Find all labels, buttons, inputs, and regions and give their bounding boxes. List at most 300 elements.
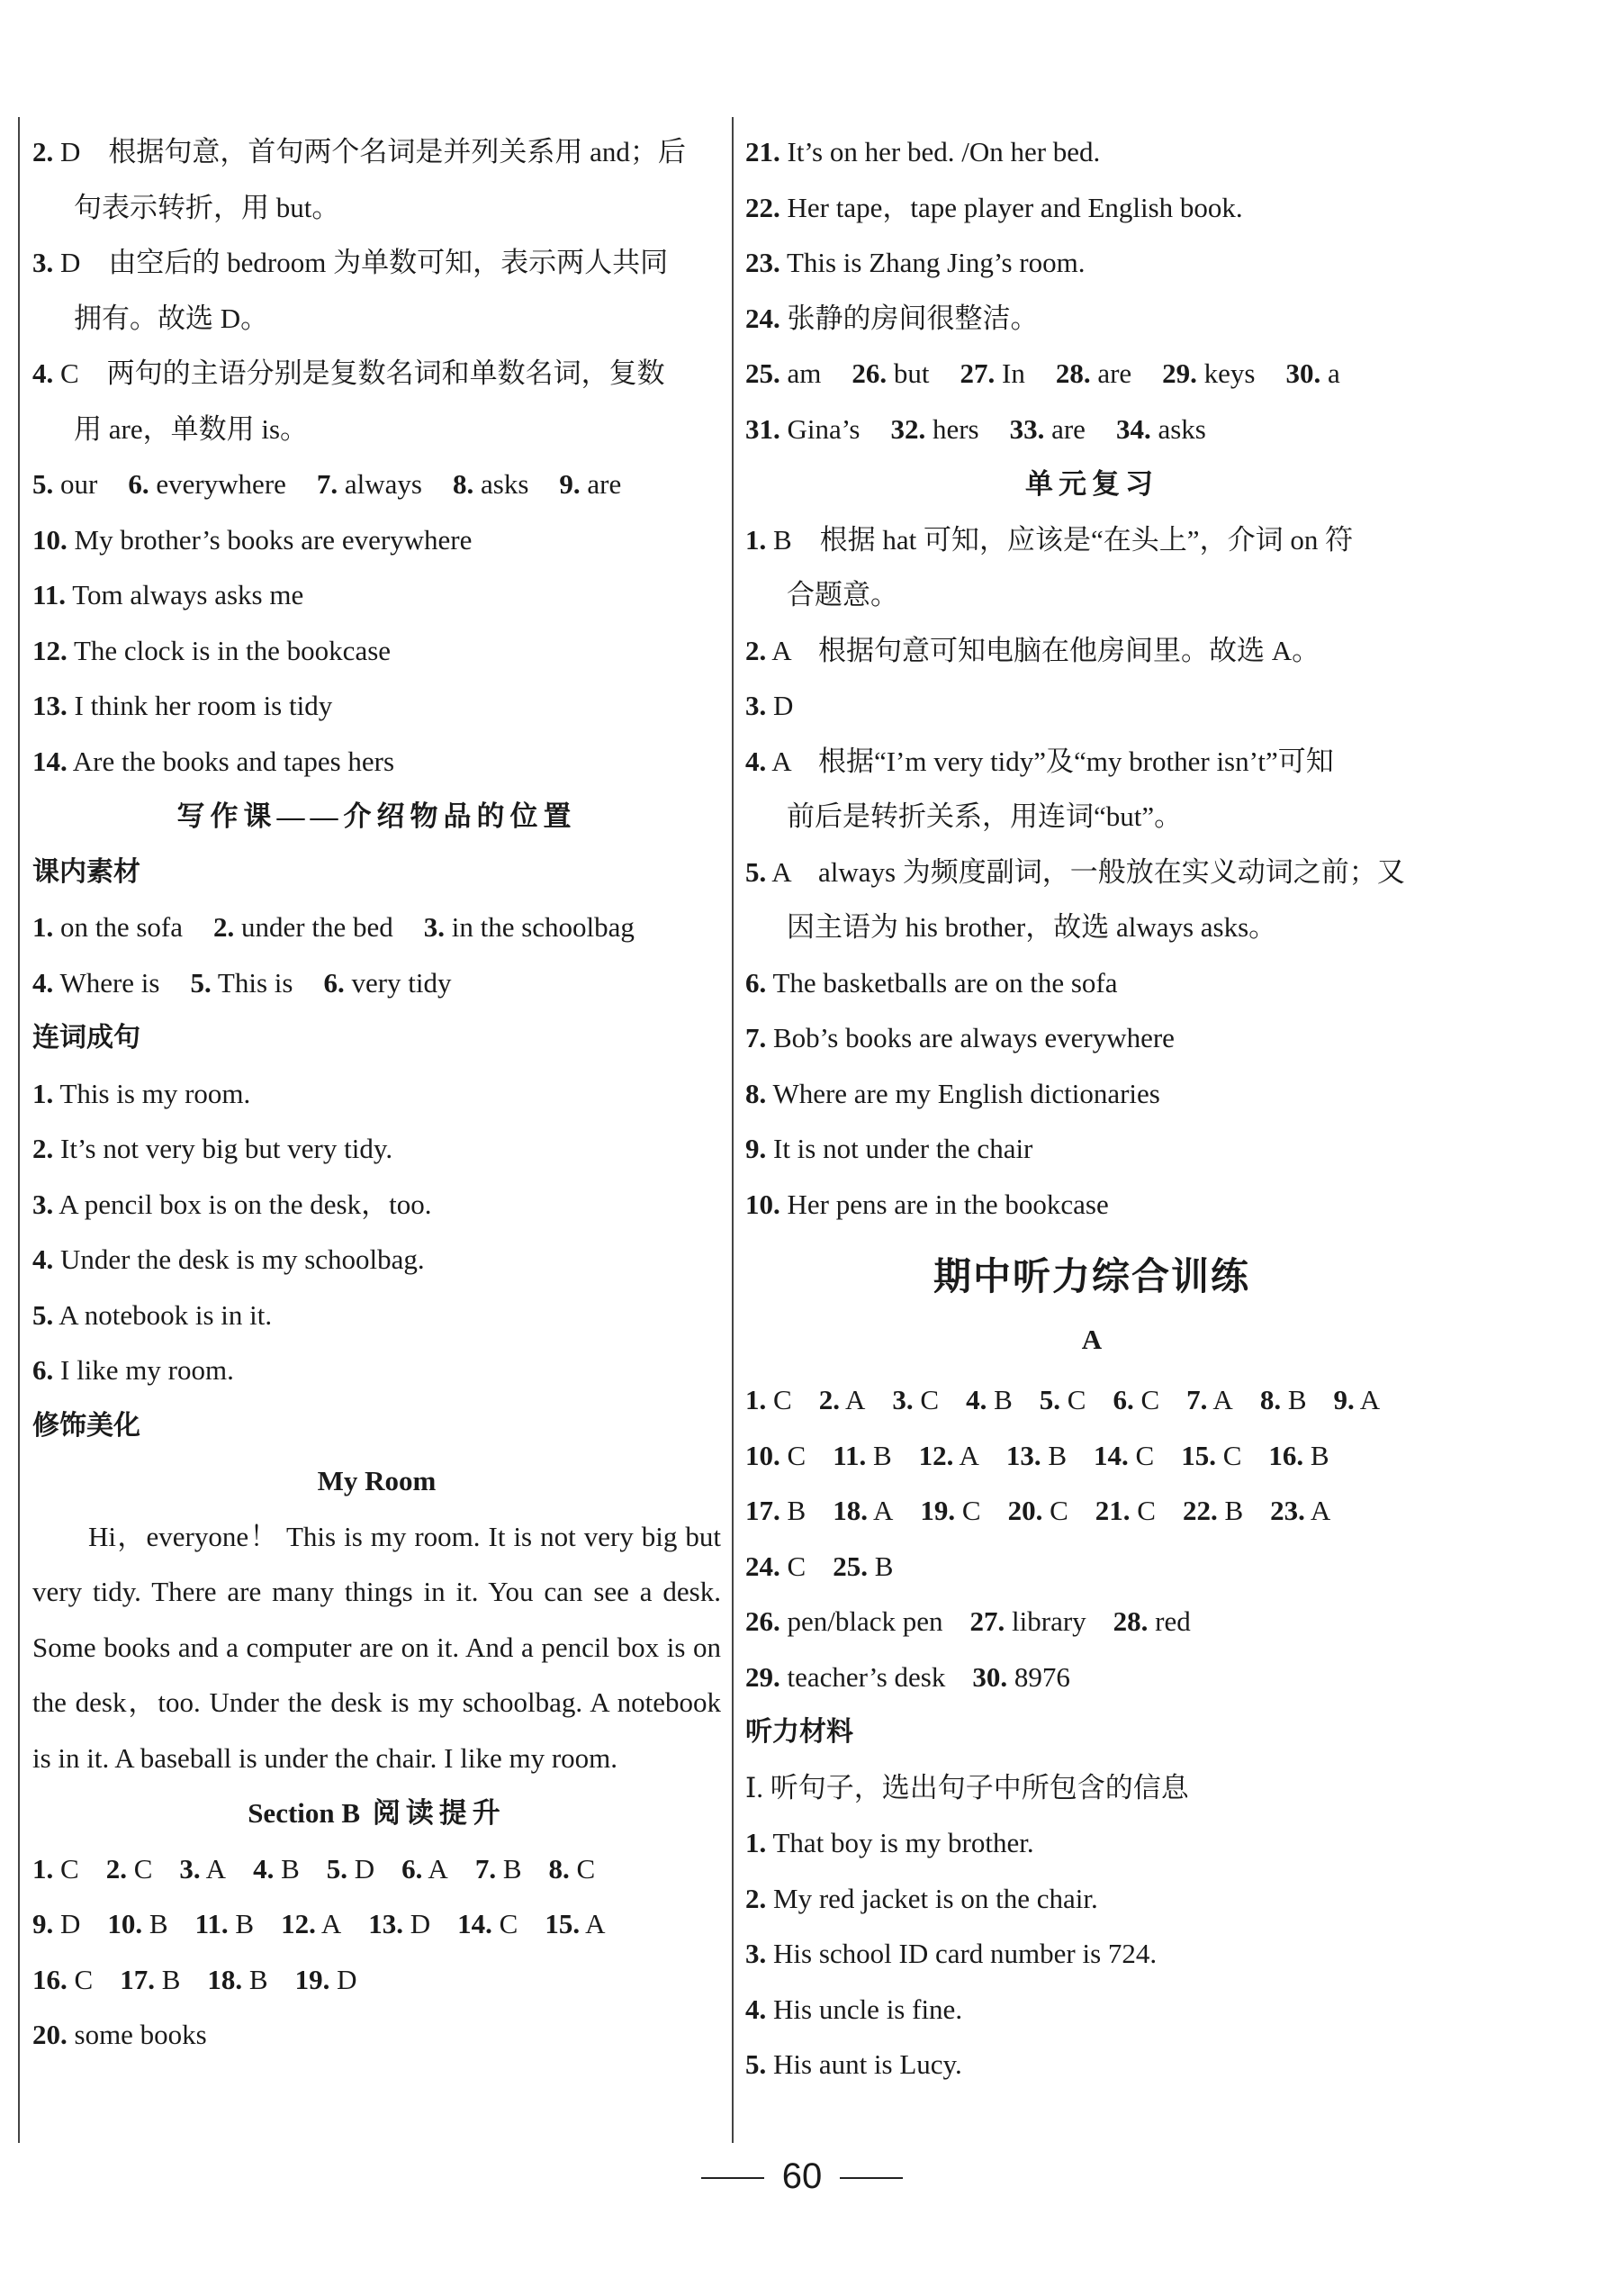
item-text: B bbox=[1041, 1439, 1068, 1471]
item-number: 2. bbox=[213, 911, 235, 943]
item-text: 合题意。 bbox=[787, 579, 898, 610]
answer-item bbox=[745, 136, 1100, 167]
answer-item bbox=[966, 1372, 1013, 1428]
answer-item bbox=[745, 1133, 1032, 1164]
item-number: 28. bbox=[1113, 1605, 1149, 1637]
item-text: B bbox=[1217, 1495, 1244, 1526]
item-text: library bbox=[1005, 1605, 1086, 1637]
answer-item bbox=[745, 1372, 792, 1428]
text-line bbox=[32, 1121, 721, 1177]
item-number: 5. bbox=[32, 1298, 54, 1331]
item-number: 18. bbox=[833, 1495, 868, 1526]
item-text: under the bed bbox=[234, 911, 393, 943]
item-number: 16. bbox=[32, 1963, 68, 1995]
answer-item bbox=[819, 1372, 866, 1428]
listening-heading: 听力材料 bbox=[745, 1716, 853, 1748]
item-number: 1. bbox=[32, 1852, 54, 1885]
item-number: 6. bbox=[401, 1852, 423, 1885]
item-text: The basketballs are on the sofa bbox=[766, 966, 1118, 999]
item-number: 5. bbox=[32, 468, 54, 500]
answer-row bbox=[745, 1483, 1438, 1539]
answer-item bbox=[745, 1022, 1175, 1053]
answer-item bbox=[745, 1650, 945, 1705]
section-b-cn: 阅读提升 bbox=[372, 1797, 506, 1829]
item-number: 7. bbox=[316, 468, 338, 500]
item-text: B bbox=[1303, 1439, 1329, 1471]
item-number: 21. bbox=[745, 136, 780, 167]
item-number: 9. bbox=[1333, 1384, 1355, 1415]
item-text: C bbox=[1215, 1439, 1242, 1471]
item-text: It’s not very big but very tidy. bbox=[53, 1133, 393, 1164]
answer-item bbox=[1116, 402, 1206, 457]
item-text: C bbox=[779, 1439, 807, 1471]
item-number: 3. bbox=[179, 1852, 201, 1885]
item-text: C bbox=[779, 1550, 807, 1582]
answer-item bbox=[1181, 1428, 1241, 1484]
item-text: I think her room is tidy bbox=[67, 690, 333, 721]
connect-sentences bbox=[32, 1066, 721, 1398]
item-number: 20. bbox=[32, 2019, 68, 2050]
answer-item bbox=[787, 579, 898, 610]
item-number: 14. bbox=[457, 1908, 492, 1939]
item-text: In bbox=[995, 357, 1025, 389]
item-text: a bbox=[1320, 357, 1340, 389]
page-number: 60 bbox=[781, 2156, 823, 2196]
item-text: C 两句的主语分别是复数名词和单数名词，复数 bbox=[53, 357, 665, 389]
item-text: A bbox=[580, 1908, 606, 1939]
answer-item bbox=[970, 1594, 1086, 1650]
answer-item bbox=[457, 1896, 518, 1952]
answer-item bbox=[323, 955, 451, 1011]
item-number: 6. bbox=[745, 966, 767, 999]
item-number: 5. bbox=[745, 855, 767, 888]
item-text: A bbox=[200, 1852, 227, 1885]
answer-row bbox=[745, 402, 1438, 457]
answer-item bbox=[745, 1827, 1034, 1858]
item-text: are bbox=[1044, 412, 1086, 445]
item-text: 张静的房间很整洁。 bbox=[779, 302, 1039, 334]
section-b-answers bbox=[32, 1841, 721, 2008]
answer-item bbox=[317, 456, 422, 512]
item-text: A bbox=[1304, 1495, 1331, 1526]
answer-item bbox=[745, 1938, 1157, 1969]
item-number: 30. bbox=[972, 1660, 1008, 1693]
answer-item bbox=[745, 303, 1039, 334]
item-text: B bbox=[142, 1908, 168, 1939]
answer-item bbox=[1162, 346, 1255, 402]
answer-item bbox=[32, 456, 97, 512]
text-line bbox=[745, 623, 1438, 679]
answer-item bbox=[892, 1372, 939, 1428]
item-text: C bbox=[1042, 1495, 1068, 1526]
text-line bbox=[745, 678, 1438, 734]
text-line bbox=[32, 346, 721, 402]
text-line bbox=[32, 180, 721, 236]
answer-item bbox=[745, 402, 860, 457]
answer-item bbox=[32, 1841, 79, 1897]
item-number: 6. bbox=[128, 468, 149, 500]
listening-section-title: Ⅰ. 听句子，选出句子中所包含的信息 bbox=[745, 1771, 1189, 1803]
answer-item bbox=[213, 899, 393, 955]
item-text: My red jacket is on the chair. bbox=[766, 1882, 1098, 1914]
answer-item bbox=[745, 967, 1118, 999]
item-number: 2. bbox=[745, 1882, 767, 1914]
item-number: 12. bbox=[281, 1908, 316, 1939]
item-number: 31. bbox=[745, 412, 780, 445]
item-number: 28. bbox=[1055, 357, 1091, 389]
answer-item bbox=[1260, 1372, 1307, 1428]
answer-item bbox=[32, 1189, 431, 1220]
item-text: always bbox=[338, 468, 422, 500]
answer-item bbox=[787, 911, 1276, 943]
left-margin-rule bbox=[18, 117, 20, 2143]
item-text: B bbox=[779, 1495, 807, 1526]
item-text: teacher’s desk bbox=[779, 1660, 946, 1693]
item-text: D 由空后的 bedroom 为单数可知，表示两人共同 bbox=[53, 247, 669, 278]
item-text: 前后是转折关系，用连词“but”。 bbox=[787, 800, 1183, 832]
item-text: C bbox=[67, 1963, 94, 1995]
right-answers bbox=[745, 124, 1438, 346]
item-text: His aunt is Lucy. bbox=[766, 2048, 962, 2080]
answer-item bbox=[1006, 1428, 1067, 1484]
item-number: 8. bbox=[548, 1852, 570, 1885]
item-number: 5. bbox=[190, 966, 212, 999]
text-line bbox=[32, 1066, 721, 1122]
item-text: 用 are，单数用 is。 bbox=[74, 412, 309, 445]
answer-item bbox=[32, 136, 686, 167]
answer-item bbox=[833, 1483, 893, 1539]
answer-item bbox=[545, 1896, 605, 1952]
text-line bbox=[745, 1871, 1438, 1927]
item-text: A notebook is in it. bbox=[53, 1298, 273, 1331]
answer-item bbox=[890, 402, 978, 457]
answer-item bbox=[368, 1896, 430, 1952]
connect-heading: 连词成句 bbox=[32, 1022, 140, 1053]
item-number: 5. bbox=[326, 1852, 347, 1885]
listening-sentences bbox=[745, 1815, 1438, 2093]
answer-item bbox=[32, 1133, 392, 1164]
item-number: 26. bbox=[745, 1605, 780, 1637]
item-text: A bbox=[1354, 1384, 1381, 1415]
item-text: A always 为频度副词，一般放在实义动词之前；又 bbox=[766, 855, 1405, 888]
item-text: our bbox=[53, 468, 98, 500]
item-text: This is bbox=[211, 966, 293, 999]
answer-item bbox=[1186, 1372, 1233, 1428]
item-number: 23. bbox=[1270, 1495, 1305, 1526]
item-number: 13. bbox=[1005, 1439, 1041, 1471]
unit-review-items bbox=[745, 512, 1438, 1233]
answer-item bbox=[1040, 1372, 1086, 1428]
item-number: 17. bbox=[120, 1963, 155, 1995]
answer-item bbox=[106, 1841, 153, 1897]
answer-item bbox=[745, 346, 821, 402]
item-text: Her pens are in the bookcase bbox=[779, 1188, 1109, 1220]
answer-item bbox=[475, 1841, 522, 1897]
answer-item bbox=[833, 1539, 893, 1595]
answer-item bbox=[32, 746, 394, 777]
item-number: 7. bbox=[1186, 1384, 1208, 1415]
item-number: 19. bbox=[294, 1963, 330, 1995]
item-number: 10. bbox=[745, 1439, 780, 1471]
text-line bbox=[32, 623, 721, 679]
text-line bbox=[745, 1066, 1438, 1122]
answer-item bbox=[32, 1299, 272, 1331]
answer-item bbox=[852, 346, 929, 402]
answer-item bbox=[745, 1189, 1109, 1220]
item-number: 9. bbox=[745, 1133, 767, 1164]
item-text: C bbox=[1128, 1439, 1155, 1471]
item-text: A bbox=[839, 1384, 866, 1415]
text-line bbox=[745, 955, 1438, 1011]
item-text: B bbox=[866, 1439, 892, 1471]
item-text: B bbox=[274, 1852, 300, 1885]
item-text: B bbox=[228, 1908, 255, 1939]
item-text: B bbox=[496, 1852, 522, 1885]
answer-item bbox=[253, 1841, 300, 1897]
item-text: C bbox=[1060, 1384, 1086, 1415]
answer-item bbox=[74, 192, 339, 223]
item-text: 句表示转折，用 but。 bbox=[74, 191, 340, 223]
item-text: A bbox=[867, 1495, 894, 1526]
item-number: 7. bbox=[745, 1022, 767, 1053]
answer-item bbox=[745, 690, 793, 721]
answer-item bbox=[745, 1883, 1098, 1914]
answer-item bbox=[1056, 346, 1131, 402]
answer-item bbox=[32, 955, 159, 1011]
item-number: 6. bbox=[323, 966, 345, 999]
item-number: 4. bbox=[745, 745, 767, 777]
item-number: 26. bbox=[852, 357, 888, 389]
item-text: C bbox=[491, 1908, 518, 1939]
fill-answers-row bbox=[32, 456, 721, 512]
item-text: C bbox=[913, 1384, 940, 1415]
item-number: 24. bbox=[745, 1550, 780, 1582]
answer-item bbox=[195, 1896, 254, 1952]
item-text: very tidy bbox=[344, 966, 452, 999]
item-text: pen/black pen bbox=[779, 1605, 943, 1637]
item-text: That boy is my brother. bbox=[766, 1827, 1034, 1858]
footer-dash-left bbox=[701, 2177, 764, 2179]
item-number: 15. bbox=[545, 1908, 581, 1939]
section-b-title bbox=[32, 1785, 721, 1841]
item-number: 20. bbox=[1007, 1495, 1043, 1526]
answer-item bbox=[1094, 1428, 1154, 1484]
answer-item bbox=[179, 1841, 226, 1897]
text-line bbox=[745, 2037, 1438, 2093]
item-text: asks bbox=[473, 468, 529, 500]
item-text: C bbox=[955, 1495, 981, 1526]
item-number: 13. bbox=[368, 1908, 403, 1939]
item-number: 10. bbox=[745, 1188, 780, 1220]
item-number: 1. bbox=[745, 523, 767, 556]
text-line bbox=[745, 899, 1438, 955]
item-text: B bbox=[867, 1550, 894, 1582]
item-number: 24. bbox=[745, 302, 780, 334]
answer-item bbox=[74, 303, 268, 334]
answer-item bbox=[745, 2048, 962, 2080]
item-text: B bbox=[242, 1963, 268, 1995]
item-text: keys bbox=[1196, 357, 1256, 389]
item-text: My brother’s books are everywhere bbox=[67, 523, 473, 556]
part-a-label: A bbox=[1081, 1324, 1103, 1355]
answer-item bbox=[32, 899, 183, 955]
text-line bbox=[32, 567, 721, 623]
item-text: A 根据句意可知电脑在他房间里。故选 A。 bbox=[766, 634, 1320, 666]
item-number: 3. bbox=[423, 911, 445, 943]
item-number: 2. bbox=[818, 1384, 840, 1415]
part-a-answers bbox=[745, 1372, 1438, 1704]
item-number: 27. bbox=[960, 357, 996, 389]
item-number: 18. bbox=[207, 1963, 243, 1995]
left-column bbox=[32, 124, 721, 2063]
item-text: C bbox=[126, 1852, 153, 1885]
item-text: Gina’s bbox=[779, 412, 861, 445]
text-line bbox=[745, 1815, 1438, 1871]
column-divider bbox=[732, 117, 734, 2143]
answer-item bbox=[32, 635, 391, 666]
answer-item bbox=[833, 1428, 891, 1484]
item-text: D bbox=[403, 1908, 431, 1939]
item-number: 23. bbox=[745, 247, 780, 278]
answer-item bbox=[745, 192, 1243, 223]
item-text: C bbox=[1133, 1384, 1160, 1415]
text-line bbox=[32, 1177, 721, 1233]
text-line bbox=[745, 789, 1438, 845]
answer-line bbox=[32, 2007, 721, 2063]
answer-item bbox=[745, 524, 1353, 556]
item-number: 10. bbox=[107, 1908, 143, 1939]
item-number: 9. bbox=[559, 468, 581, 500]
material-row bbox=[32, 955, 721, 1011]
item-text: D bbox=[766, 690, 794, 721]
item-text: B bbox=[1281, 1384, 1307, 1415]
item-text: This is Zhang Jing’s room. bbox=[779, 247, 1086, 278]
item-text: Under the desk is my schoolbag. bbox=[53, 1243, 425, 1275]
item-number: 4. bbox=[32, 357, 54, 389]
item-number: 14. bbox=[1094, 1439, 1129, 1471]
item-number: 22. bbox=[745, 191, 780, 223]
answer-item bbox=[32, 1952, 93, 2008]
text-line bbox=[32, 235, 721, 291]
item-text: It’s on her bed. /On her bed. bbox=[779, 136, 1101, 167]
item-number: 2. bbox=[105, 1852, 127, 1885]
item-number: 12. bbox=[32, 634, 68, 666]
item-text: His uncle is fine. bbox=[766, 1993, 963, 2025]
item-number: 1. bbox=[745, 1384, 767, 1415]
material-row bbox=[32, 899, 721, 955]
answer-item bbox=[1095, 1483, 1156, 1539]
item-text: This is my room. bbox=[53, 1077, 251, 1109]
answer-item bbox=[745, 1428, 806, 1484]
text-line bbox=[745, 567, 1438, 623]
item-text: A bbox=[953, 1439, 979, 1471]
item-text: but bbox=[887, 357, 930, 389]
item-number: 1. bbox=[32, 1077, 54, 1109]
item-number: 6. bbox=[1113, 1384, 1134, 1415]
item-number: 5. bbox=[1039, 1384, 1060, 1415]
item-text: C bbox=[766, 1384, 792, 1415]
item-number: 13. bbox=[32, 690, 68, 721]
answer-item bbox=[919, 1428, 979, 1484]
answer-item bbox=[32, 357, 665, 389]
item-number: 3. bbox=[32, 247, 54, 278]
answer-item bbox=[1270, 1483, 1330, 1539]
item-text: D bbox=[53, 1908, 81, 1939]
item-text: The clock is in the bookcase bbox=[67, 634, 392, 666]
answer-item bbox=[745, 247, 1085, 278]
text-line bbox=[745, 235, 1438, 291]
answer-item bbox=[745, 856, 1405, 888]
text-line bbox=[32, 1342, 721, 1398]
answer-item bbox=[32, 1078, 250, 1109]
item-number: 32. bbox=[890, 412, 926, 445]
item-text: am bbox=[779, 357, 822, 389]
item-number: 21. bbox=[1095, 1495, 1131, 1526]
item-text: everywhere bbox=[149, 468, 286, 500]
answer-item bbox=[32, 247, 668, 278]
item-text: A bbox=[1207, 1384, 1233, 1415]
answer-item bbox=[32, 1896, 80, 1952]
item-number: 3. bbox=[745, 1938, 767, 1969]
item-number: 11. bbox=[833, 1439, 867, 1471]
text-line bbox=[745, 1982, 1438, 2038]
item-number: 29. bbox=[745, 1660, 780, 1693]
answer-row bbox=[745, 1428, 1438, 1484]
answer-row bbox=[745, 346, 1438, 402]
text-line bbox=[32, 734, 721, 790]
text-line bbox=[745, 1010, 1438, 1066]
item-number: 1. bbox=[745, 1827, 767, 1858]
item-text: Bob’s books are always everywhere bbox=[766, 1022, 1175, 1053]
polish-heading: 修饰美化 bbox=[32, 1409, 140, 1442]
item-number: 12. bbox=[918, 1439, 954, 1471]
answer-item bbox=[1183, 1483, 1243, 1539]
item-number: 34. bbox=[1115, 412, 1151, 445]
item-number: 2. bbox=[745, 634, 767, 666]
item-number: 11. bbox=[194, 1908, 229, 1939]
answer-item bbox=[74, 413, 308, 445]
text-line bbox=[32, 512, 721, 568]
item-number: 25. bbox=[745, 357, 780, 389]
item-number: 14. bbox=[32, 745, 68, 777]
text-line bbox=[745, 845, 1438, 900]
item-number: 3. bbox=[892, 1384, 914, 1415]
item-number: 25. bbox=[833, 1550, 868, 1582]
answer-item bbox=[32, 1354, 234, 1386]
item-number: 8. bbox=[1259, 1384, 1282, 1415]
item-text: 因主语为 his brother，故选 always asks。 bbox=[787, 911, 1277, 943]
item-number: 15. bbox=[1181, 1439, 1216, 1471]
item-number: 5. bbox=[745, 2048, 767, 2080]
answer-row bbox=[745, 1539, 1438, 1595]
item-text: Are the books and tapes hers bbox=[67, 745, 395, 777]
answer-item bbox=[745, 1539, 806, 1595]
text-line bbox=[32, 1232, 721, 1288]
item-number: 27. bbox=[969, 1605, 1005, 1637]
midterm-listening-title: 期中听力综合训练 bbox=[933, 1254, 1250, 1298]
item-number: 4. bbox=[253, 1852, 275, 1885]
item-text: on the sofa bbox=[53, 911, 184, 943]
item-text: D bbox=[329, 1963, 357, 1995]
answer-item bbox=[107, 1896, 167, 1952]
item-number: 4. bbox=[32, 966, 54, 999]
answer-item bbox=[1334, 1372, 1381, 1428]
answer-item bbox=[745, 746, 1334, 777]
item-text: hers bbox=[925, 412, 979, 445]
item-text: Where is bbox=[53, 966, 160, 999]
item-number: 9. bbox=[32, 1908, 54, 1939]
answer-item bbox=[424, 899, 635, 955]
